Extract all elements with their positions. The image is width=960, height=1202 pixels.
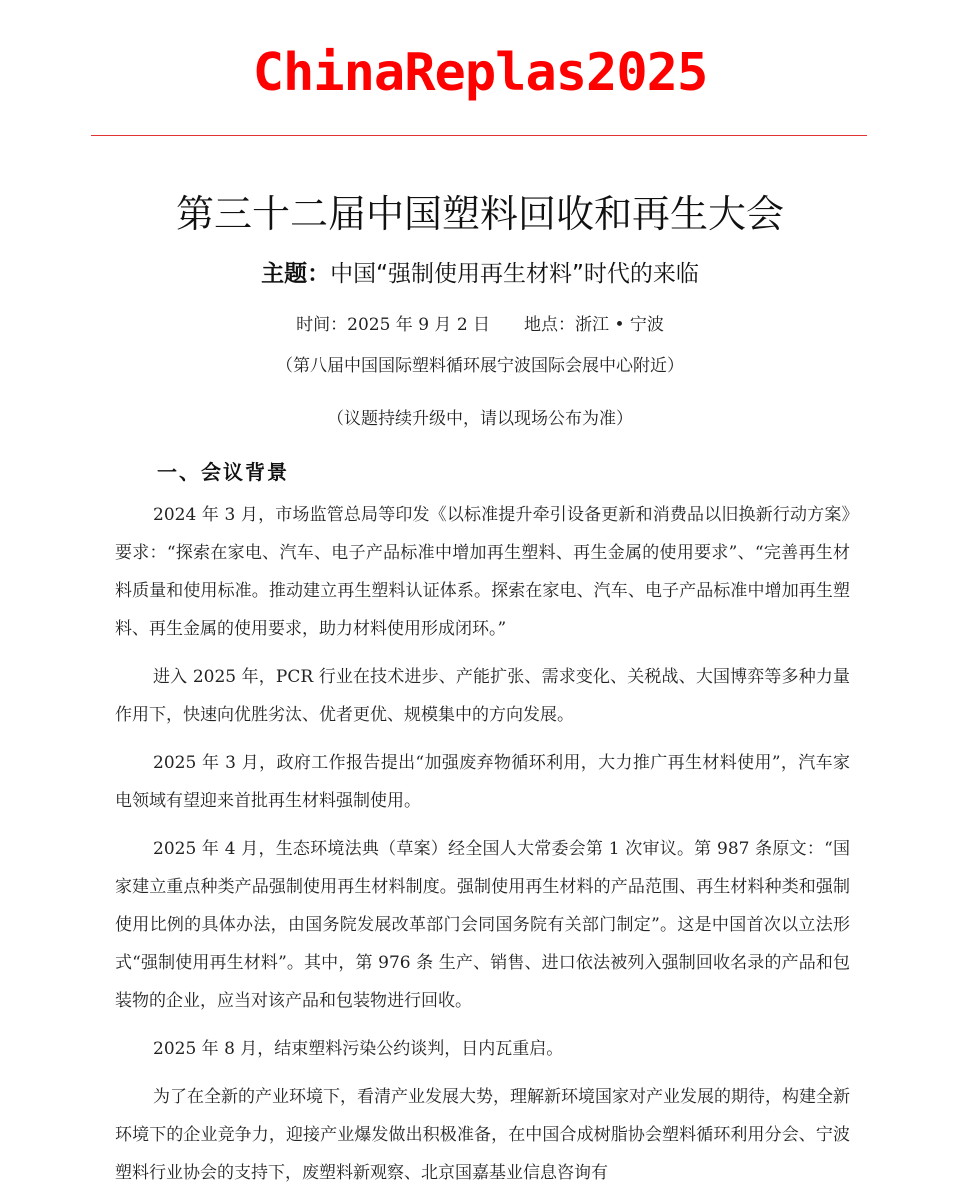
background-paragraphs [115,496,850,1202]
paragraph: 2025 年 4 月，生态环境法典（草案）经全国人大常委会第 1 次审议。第 987 条原文：“国家建立重点种类产品强制使用再生材料制度。强制使用再生材料的产品范围、再生材料种类和强制使用比例的具体办法，由国务院发展改革部门会同国务院有关部门制定”。这是中国首次以立法形式“强制使用再生材料”。其中，第 976 条 生产、销售、进口依法被列入强制回收名录的产品和包装物的企业，应当对该产品和包装物进行回收。 [115,839,850,1011]
conference-title: 第三十二届中国塑料回收和再生大会 [175,192,784,236]
venue-note: （第八届中国国际塑料循环展宁波国际会展中心附近） [276,356,684,376]
paragraph: 2024 年 3 月，市场监管总局等印发《以标准提升牵引设备更新和消费品以旧换新行动方案》要求：“探索在家电、汽车、电子产品标准中增加再生塑料、再生金属的使用要求”、“完善再生材料质量和使用标准。推动建立再生塑料认证体系。探索在家电、汽车、电子产品标准中增加再生塑料、再生金属的使用要求，助力材料使用形成闭环。” [115,505,850,639]
header-rule [91,135,867,136]
paragraph: 为了在全新的产业环境下，看清产业发展大势，理解新环境国家对产业发展的期待，构建全新环境下的企业竞争力，迎接产业爆发做出积极准备，在中国合成树脂协会塑料循环利用分会、宁波塑料行业协会的支持下，废塑料新观察、北京国嘉基业信息咨询有 [115,1087,850,1183]
theme-text: 中国“强制使用再生材料”时代的来临 [330,261,699,287]
paragraph: 进入 2025 年，PCR 行业在技术进步、产能扩张、需求变化、关税战、大国博弈等多种力量作用下，快速向优胜劣汰、优者更优、规模集中的方向发展。 [115,667,850,725]
agenda-note: （议题持续升级中，请以现场公布为准） [327,409,633,429]
section-heading-background: 一、会议背景 [157,460,289,484]
brand-title: ChinaReplas2025 [252,43,708,103]
time-place-line: 时间：2025 年 9 月 2 日 地点：浙江 • 宁波 [296,315,664,335]
theme-label: 主题： [261,261,331,287]
paragraph: 2025 年 3 月，政府工作报告提出“加强废弃物循环利用，大力推广再生材料使用”，汽车家电领域有望迎来首批再生材料强制使用。 [115,753,850,811]
conference-theme [0,256,960,292]
paragraph: 2025 年 8 月，结束塑料污染公约谈判，日内瓦重启。 [153,1039,564,1059]
